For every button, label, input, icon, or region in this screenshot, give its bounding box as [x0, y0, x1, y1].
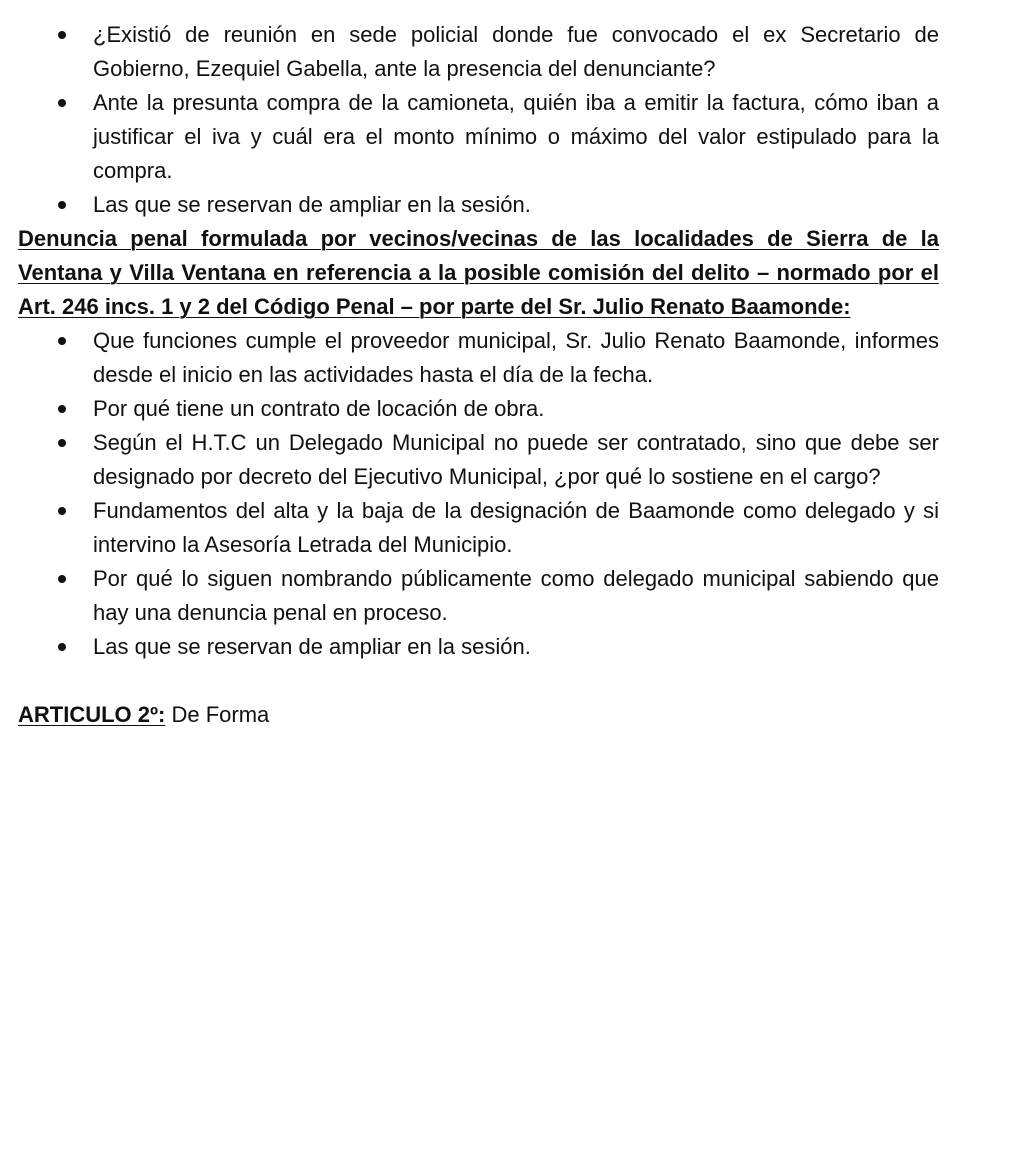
bullet-icon — [58, 337, 66, 345]
bullet-icon — [58, 439, 66, 447]
section-heading: Denuncia penal formulada por vecinos/vecinas de las localidades de Sierra de la Ventana y Villa Ventana en referencia a la posible comisión del delito – normado por el Art. 246 incs. 1 y 2 del Código Penal – por parte del Sr. Julio Renato Baamonde: — [18, 226, 939, 319]
list-item — [18, 188, 939, 222]
bullet-icon — [58, 575, 66, 583]
list-item — [18, 18, 939, 86]
blank-line — [18, 664, 939, 698]
list-item — [18, 630, 939, 664]
question-list-2 — [18, 324, 939, 664]
document-page — [18, 18, 939, 732]
bullet-icon — [58, 507, 66, 515]
list-item-text: Según el H.T.C un Delegado Municipal no puede ser contratado, sino que debe ser designado por decreto del Ejecutivo Municipal, ¿por qué lo sostiene en el cargo? — [93, 430, 939, 489]
list-item-text: Fundamentos del alta y la baja de la designación de Baamonde como delegado y si intervino la Asesoría Letrada del Municipio. — [93, 498, 939, 557]
list-item — [18, 494, 939, 562]
bullet-icon — [58, 99, 66, 107]
bullet-icon — [58, 201, 66, 209]
article-text: De Forma — [165, 702, 270, 727]
list-item-text: ¿Existió de reunión en sede policial donde fue convocado el ex Secretario de Gobierno, Ezequiel Gabella, ante la presencia del denunciante? — [93, 22, 939, 81]
article-label: ARTICULO 2º: — [18, 702, 166, 727]
list-item-text: Las que se reservan de ampliar en la sesión. — [93, 192, 531, 217]
bullet-icon — [58, 31, 66, 39]
question-list-1 — [18, 18, 939, 222]
list-item — [18, 392, 939, 426]
list-item-text: Las que se reservan de ampliar en la sesión. — [93, 634, 531, 659]
list-item-text: Por qué tiene un contrato de locación de obra. — [93, 396, 545, 421]
bullet-icon — [58, 643, 66, 651]
list-item-text: Por qué lo siguen nombrando públicamente como delegado municipal sabiendo que hay una denuncia penal en proceso. — [93, 566, 939, 625]
list-item — [18, 324, 939, 392]
article-paragraph — [18, 698, 939, 732]
list-item — [18, 562, 939, 630]
bullet-icon — [58, 405, 66, 413]
list-item — [18, 426, 939, 494]
list-item-text: Ante la presunta compra de la camioneta, quién iba a emitir la factura, cómo iban a justificar el iva y cuál era el monto mínimo o máximo del valor estipulado para la compra. — [93, 90, 939, 183]
list-item — [18, 86, 939, 188]
list-item-text: Que funciones cumple el proveedor municipal, Sr. Julio Renato Baamonde, informes desde el inicio en las actividades hasta el día de la fecha. — [93, 328, 939, 387]
